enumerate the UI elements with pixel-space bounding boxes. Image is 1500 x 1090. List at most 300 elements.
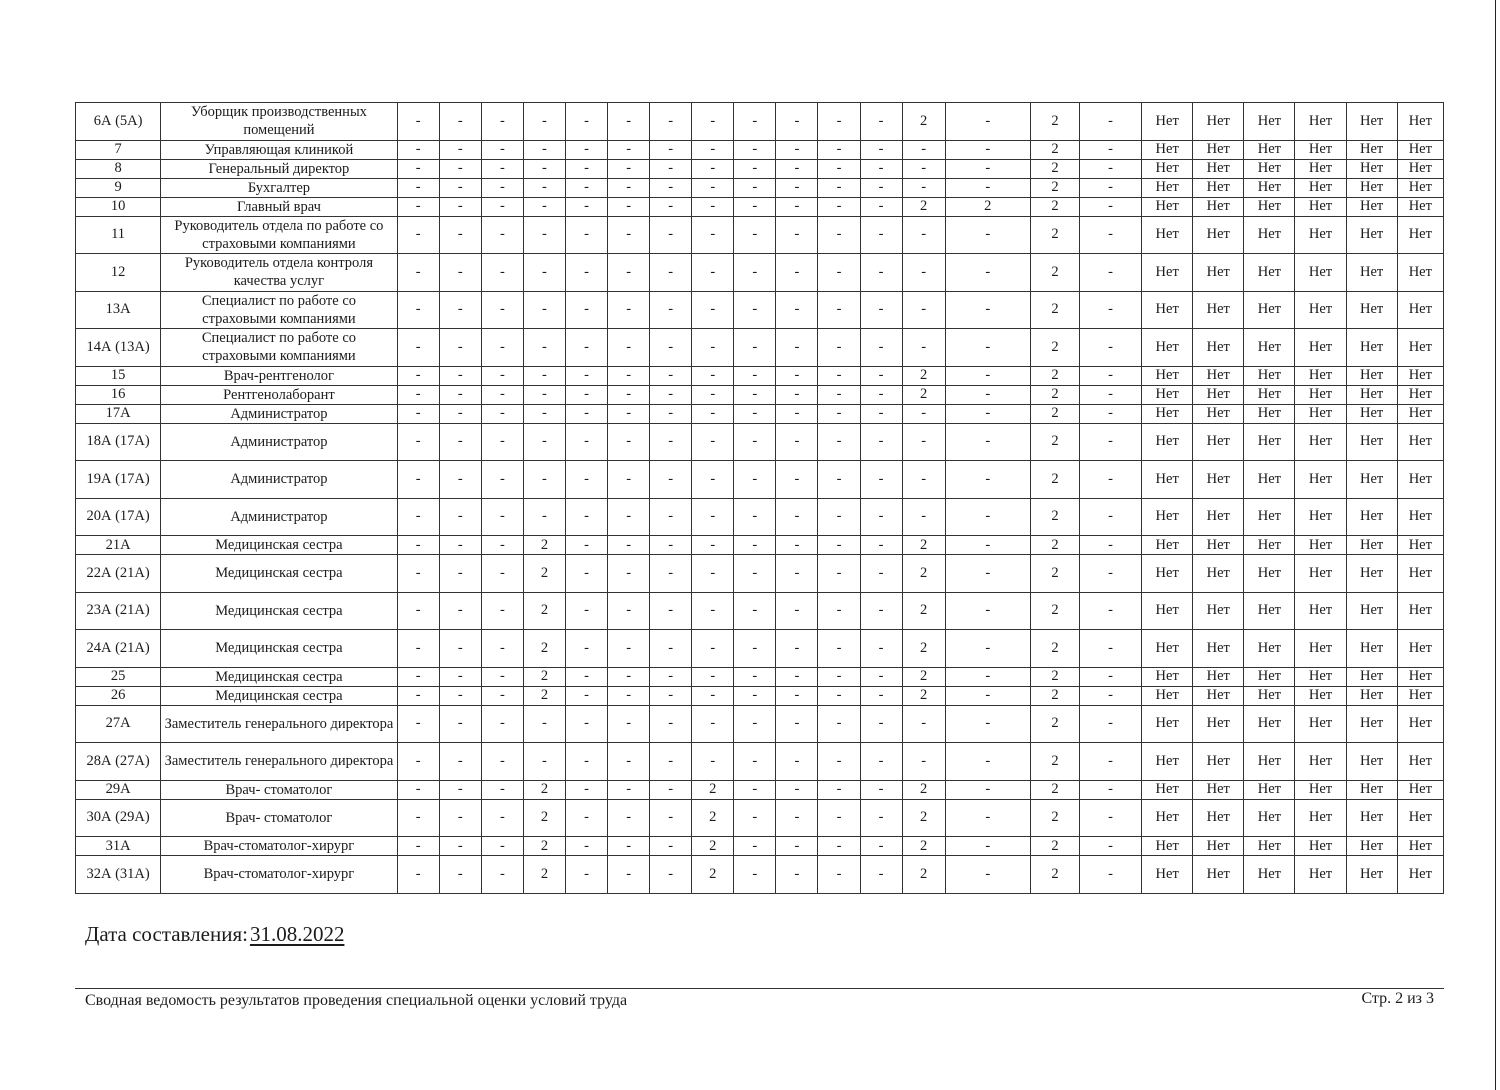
measure-cell: Нет xyxy=(1244,385,1295,404)
measure-cell: Нет xyxy=(1397,667,1443,686)
measure-cell: Нет xyxy=(1193,856,1244,894)
measure-cell: Нет xyxy=(1346,404,1397,423)
measure-cell: Нет xyxy=(1193,780,1244,799)
class-cell: - xyxy=(481,799,523,837)
measure-cell: Нет xyxy=(1295,667,1346,686)
measure-cell: Нет xyxy=(1142,799,1193,837)
position-name-cell: Заместитель генерального директора xyxy=(161,743,398,781)
class-cell: - xyxy=(566,159,608,178)
class-cell: - xyxy=(902,404,945,423)
workplace-number-cell: 16 xyxy=(76,385,161,404)
class-cell: 2 xyxy=(902,592,945,630)
class-cell: - xyxy=(734,385,776,404)
class-cell: - xyxy=(397,461,439,499)
class-cell: - xyxy=(608,667,650,686)
class-cell: - xyxy=(608,536,650,555)
class-cell: - xyxy=(734,461,776,499)
class-cell: - xyxy=(481,856,523,894)
position-name-cell: Медицинская сестра xyxy=(161,536,398,555)
class-cell: - xyxy=(818,743,860,781)
class-cell: - xyxy=(1079,385,1141,404)
class-cell: - xyxy=(481,536,523,555)
class-cell: - xyxy=(1079,780,1141,799)
workplace-number-cell: 25 xyxy=(76,667,161,686)
class-cell: 2 xyxy=(1030,291,1079,329)
position-name-cell: Администратор xyxy=(161,498,398,536)
class-cell: - xyxy=(860,498,902,536)
class-cell: - xyxy=(692,329,734,367)
class-cell: - xyxy=(439,780,481,799)
class-cell: 2 xyxy=(523,630,565,668)
class-cell: - xyxy=(1079,140,1141,159)
class-cell: 2 xyxy=(1030,423,1079,461)
measure-cell: Нет xyxy=(1193,667,1244,686)
measure-cell: Нет xyxy=(1346,461,1397,499)
table-row xyxy=(76,159,1444,178)
class-cell: 2 xyxy=(1030,498,1079,536)
class-cell: - xyxy=(818,404,860,423)
class-cell: - xyxy=(650,366,692,385)
measure-cell: Нет xyxy=(1295,856,1346,894)
class-cell: - xyxy=(566,140,608,159)
class-cell: - xyxy=(650,291,692,329)
class-cell: 2 xyxy=(902,856,945,894)
measure-cell: Нет xyxy=(1142,498,1193,536)
class-cell: - xyxy=(481,140,523,159)
measure-cell: Нет xyxy=(1346,780,1397,799)
page-number: Стр. 2 из 3 xyxy=(1361,990,1434,1007)
class-cell: - xyxy=(397,140,439,159)
workplace-number-cell: 32А (31А) xyxy=(76,856,161,894)
table-row xyxy=(76,254,1444,292)
class-cell: 2 xyxy=(523,592,565,630)
class-cell: 2 xyxy=(1030,856,1079,894)
measure-cell: Нет xyxy=(1397,103,1443,141)
class-cell: - xyxy=(566,799,608,837)
measure-cell: Нет xyxy=(1397,254,1443,292)
class-cell: - xyxy=(397,780,439,799)
class-cell: 2 xyxy=(1030,178,1079,197)
class-cell: - xyxy=(734,667,776,686)
class-cell: - xyxy=(523,404,565,423)
class-cell: 2 xyxy=(1030,140,1079,159)
class-cell: - xyxy=(1079,743,1141,781)
measure-cell: Нет xyxy=(1295,592,1346,630)
class-cell: - xyxy=(818,385,860,404)
class-cell: - xyxy=(608,140,650,159)
position-name-cell: Врач-стоматолог-хирург xyxy=(161,856,398,894)
class-cell: - xyxy=(818,780,860,799)
measure-cell: Нет xyxy=(1193,216,1244,254)
class-cell: - xyxy=(481,216,523,254)
class-cell: - xyxy=(776,329,818,367)
measure-cell: Нет xyxy=(1193,291,1244,329)
measure-cell: Нет xyxy=(1295,686,1346,705)
measure-cell: Нет xyxy=(1142,705,1193,743)
measure-cell: Нет xyxy=(1397,837,1443,856)
measure-cell: Нет xyxy=(1142,385,1193,404)
position-name-cell: Врач- стоматолог xyxy=(161,799,398,837)
table-row xyxy=(76,329,1444,367)
table-row xyxy=(76,743,1444,781)
class-cell: - xyxy=(1079,592,1141,630)
workplace-number-cell: 31А xyxy=(76,837,161,856)
class-cell: - xyxy=(692,536,734,555)
date-value: 31.08.2022 xyxy=(249,922,345,946)
class-cell: - xyxy=(860,329,902,367)
class-cell: - xyxy=(439,159,481,178)
class-cell: - xyxy=(818,498,860,536)
class-cell: 2 xyxy=(945,197,1030,216)
class-cell: - xyxy=(734,366,776,385)
workplace-number-cell: 11 xyxy=(76,216,161,254)
table-row xyxy=(76,103,1444,141)
class-cell: - xyxy=(818,705,860,743)
class-cell: - xyxy=(523,216,565,254)
measure-cell: Нет xyxy=(1346,159,1397,178)
class-cell: - xyxy=(818,366,860,385)
class-cell: 2 xyxy=(1030,461,1079,499)
class-cell: - xyxy=(523,197,565,216)
class-cell: - xyxy=(481,686,523,705)
class-cell: - xyxy=(776,103,818,141)
class-cell: - xyxy=(734,799,776,837)
class-cell: - xyxy=(397,498,439,536)
position-name-cell: Уборщик производственных помещений xyxy=(161,103,398,141)
measure-cell: Нет xyxy=(1142,254,1193,292)
class-cell: - xyxy=(608,461,650,499)
class-cell: - xyxy=(945,555,1030,593)
class-cell: 2 xyxy=(902,366,945,385)
class-cell: - xyxy=(439,178,481,197)
class-cell: - xyxy=(439,423,481,461)
class-cell: - xyxy=(481,837,523,856)
class-cell: - xyxy=(523,423,565,461)
class-cell: - xyxy=(860,667,902,686)
position-name-cell: Бухгалтер xyxy=(161,178,398,197)
class-cell: 2 xyxy=(523,667,565,686)
table-row xyxy=(76,686,1444,705)
class-cell: - xyxy=(860,423,902,461)
class-cell: - xyxy=(902,159,945,178)
class-cell: 2 xyxy=(1030,366,1079,385)
class-cell: - xyxy=(860,743,902,781)
class-cell: - xyxy=(734,856,776,894)
class-cell: - xyxy=(608,366,650,385)
class-cell: - xyxy=(650,592,692,630)
class-cell: - xyxy=(818,630,860,668)
class-cell: - xyxy=(650,536,692,555)
class-cell: - xyxy=(439,498,481,536)
measure-cell: Нет xyxy=(1295,159,1346,178)
position-name-cell: Руководитель отдела контроля качества услуг xyxy=(161,254,398,292)
measure-cell: Нет xyxy=(1244,103,1295,141)
class-cell: - xyxy=(650,686,692,705)
class-cell: - xyxy=(945,366,1030,385)
table-row xyxy=(76,780,1444,799)
measure-cell: Нет xyxy=(1193,705,1244,743)
measure-cell: Нет xyxy=(1142,555,1193,593)
measure-cell: Нет xyxy=(1193,837,1244,856)
class-cell: - xyxy=(734,686,776,705)
class-cell: - xyxy=(523,140,565,159)
class-cell: - xyxy=(566,404,608,423)
workplace-number-cell: 6А (5А) xyxy=(76,103,161,141)
class-cell: - xyxy=(692,667,734,686)
class-cell: - xyxy=(945,216,1030,254)
measure-cell: Нет xyxy=(1244,592,1295,630)
class-cell: - xyxy=(1079,705,1141,743)
class-cell: - xyxy=(523,159,565,178)
measure-cell: Нет xyxy=(1193,536,1244,555)
class-cell: - xyxy=(439,461,481,499)
class-cell: - xyxy=(397,385,439,404)
class-cell: - xyxy=(481,555,523,593)
class-cell: - xyxy=(481,197,523,216)
class-cell: - xyxy=(397,423,439,461)
class-cell: - xyxy=(1079,461,1141,499)
class-cell: - xyxy=(860,630,902,668)
class-cell: - xyxy=(818,423,860,461)
class-cell: - xyxy=(523,498,565,536)
measure-cell: Нет xyxy=(1244,140,1295,159)
class-cell: - xyxy=(860,780,902,799)
measure-cell: Нет xyxy=(1244,216,1295,254)
class-cell: - xyxy=(776,461,818,499)
position-name-cell: Администратор xyxy=(161,404,398,423)
position-name-cell: Медицинская сестра xyxy=(161,555,398,593)
class-cell: - xyxy=(566,705,608,743)
class-cell: - xyxy=(692,423,734,461)
measure-cell: Нет xyxy=(1346,856,1397,894)
class-cell: - xyxy=(1079,536,1141,555)
class-cell: - xyxy=(945,780,1030,799)
class-cell: - xyxy=(397,686,439,705)
measure-cell: Нет xyxy=(1295,178,1346,197)
class-cell: - xyxy=(650,705,692,743)
class-cell: - xyxy=(650,254,692,292)
class-cell: - xyxy=(945,592,1030,630)
measure-cell: Нет xyxy=(1142,780,1193,799)
class-cell: - xyxy=(734,555,776,593)
class-cell: - xyxy=(608,197,650,216)
measure-cell: Нет xyxy=(1295,743,1346,781)
class-cell: - xyxy=(818,837,860,856)
class-cell: - xyxy=(566,630,608,668)
class-cell: - xyxy=(818,667,860,686)
class-cell: - xyxy=(818,799,860,837)
class-cell: - xyxy=(566,686,608,705)
class-cell: - xyxy=(397,630,439,668)
class-cell: - xyxy=(608,686,650,705)
class-cell: - xyxy=(776,705,818,743)
measure-cell: Нет xyxy=(1346,630,1397,668)
class-cell: - xyxy=(692,461,734,499)
workplace-number-cell: 20А (17А) xyxy=(76,498,161,536)
measure-cell: Нет xyxy=(1346,197,1397,216)
table-row xyxy=(76,178,1444,197)
class-cell: - xyxy=(776,686,818,705)
measure-cell: Нет xyxy=(1397,498,1443,536)
measure-cell: Нет xyxy=(1193,159,1244,178)
footer-divider xyxy=(75,988,1444,989)
class-cell: - xyxy=(945,385,1030,404)
position-name-cell: Генеральный директор xyxy=(161,159,398,178)
class-cell: - xyxy=(1079,197,1141,216)
measure-cell: Нет xyxy=(1397,780,1443,799)
measure-cell: Нет xyxy=(1397,686,1443,705)
class-cell: - xyxy=(860,159,902,178)
class-cell: - xyxy=(397,329,439,367)
position-name-cell: Врач-стоматолог-хирург xyxy=(161,837,398,856)
measure-cell: Нет xyxy=(1244,159,1295,178)
class-cell: - xyxy=(818,536,860,555)
class-cell: - xyxy=(523,291,565,329)
class-cell: 2 xyxy=(1030,667,1079,686)
class-cell: - xyxy=(692,555,734,593)
position-name-cell: Медицинская сестра xyxy=(161,592,398,630)
class-cell: - xyxy=(902,178,945,197)
class-cell: - xyxy=(650,197,692,216)
measure-cell: Нет xyxy=(1244,780,1295,799)
class-cell: - xyxy=(945,178,1030,197)
measure-cell: Нет xyxy=(1142,592,1193,630)
class-cell: - xyxy=(439,856,481,894)
class-cell: - xyxy=(439,329,481,367)
class-cell: - xyxy=(523,366,565,385)
class-cell: - xyxy=(902,254,945,292)
class-cell: - xyxy=(734,216,776,254)
class-cell: - xyxy=(481,461,523,499)
measure-cell: Нет xyxy=(1142,404,1193,423)
measure-cell: Нет xyxy=(1244,555,1295,593)
class-cell: - xyxy=(818,197,860,216)
measure-cell: Нет xyxy=(1142,366,1193,385)
class-cell: - xyxy=(481,291,523,329)
class-cell: - xyxy=(397,366,439,385)
class-cell: - xyxy=(481,667,523,686)
measure-cell: Нет xyxy=(1244,856,1295,894)
class-cell: - xyxy=(860,140,902,159)
measure-cell: Нет xyxy=(1193,555,1244,593)
class-cell: - xyxy=(439,291,481,329)
class-cell: - xyxy=(945,103,1030,141)
class-cell: - xyxy=(397,178,439,197)
class-cell: 2 xyxy=(1030,686,1079,705)
class-cell: - xyxy=(608,159,650,178)
class-cell: - xyxy=(397,197,439,216)
class-cell: - xyxy=(818,329,860,367)
class-cell: - xyxy=(1079,291,1141,329)
position-name-cell: Управляющая клиникой xyxy=(161,140,398,159)
measure-cell: Нет xyxy=(1346,103,1397,141)
class-cell: 2 xyxy=(902,837,945,856)
workplace-number-cell: 9 xyxy=(76,178,161,197)
class-cell: - xyxy=(650,799,692,837)
class-cell: - xyxy=(945,498,1030,536)
class-cell: - xyxy=(608,178,650,197)
table-row xyxy=(76,216,1444,254)
measure-cell: Нет xyxy=(1193,404,1244,423)
measure-cell: Нет xyxy=(1397,329,1443,367)
class-cell: - xyxy=(650,140,692,159)
class-cell: - xyxy=(566,461,608,499)
workplace-number-cell: 18А (17А) xyxy=(76,423,161,461)
class-cell: - xyxy=(608,423,650,461)
class-cell: - xyxy=(608,216,650,254)
measure-cell: Нет xyxy=(1346,837,1397,856)
class-cell: - xyxy=(650,103,692,141)
class-cell: - xyxy=(1079,103,1141,141)
measure-cell: Нет xyxy=(1244,799,1295,837)
class-cell: - xyxy=(566,197,608,216)
measure-cell: Нет xyxy=(1397,404,1443,423)
class-cell: - xyxy=(481,743,523,781)
class-cell: - xyxy=(1079,366,1141,385)
measure-cell: Нет xyxy=(1244,461,1295,499)
class-cell: - xyxy=(439,799,481,837)
measure-cell: Нет xyxy=(1193,630,1244,668)
workplace-number-cell: 12 xyxy=(76,254,161,292)
measure-cell: Нет xyxy=(1142,159,1193,178)
class-cell: - xyxy=(397,705,439,743)
class-cell: - xyxy=(481,159,523,178)
class-cell: - xyxy=(734,254,776,292)
measure-cell: Нет xyxy=(1295,291,1346,329)
class-cell: - xyxy=(481,178,523,197)
class-cell: - xyxy=(1079,498,1141,536)
class-cell: - xyxy=(566,837,608,856)
measure-cell: Нет xyxy=(1244,329,1295,367)
measure-cell: Нет xyxy=(1346,667,1397,686)
class-cell: 2 xyxy=(1030,799,1079,837)
measure-cell: Нет xyxy=(1397,197,1443,216)
class-cell: 2 xyxy=(692,856,734,894)
measure-cell: Нет xyxy=(1142,216,1193,254)
class-cell: - xyxy=(776,536,818,555)
measure-cell: Нет xyxy=(1346,705,1397,743)
class-cell: 2 xyxy=(1030,630,1079,668)
class-cell: - xyxy=(397,404,439,423)
table-row xyxy=(76,291,1444,329)
class-cell: - xyxy=(650,178,692,197)
class-cell: - xyxy=(860,461,902,499)
class-cell: 2 xyxy=(902,103,945,141)
workplace-number-cell: 28А (27А) xyxy=(76,743,161,781)
position-name-cell: Врач- стоматолог xyxy=(161,780,398,799)
class-cell: 2 xyxy=(692,780,734,799)
class-cell: - xyxy=(439,536,481,555)
class-cell: - xyxy=(650,555,692,593)
position-name-cell: Администратор xyxy=(161,423,398,461)
class-cell: - xyxy=(650,423,692,461)
class-cell: - xyxy=(734,103,776,141)
class-cell: - xyxy=(1079,555,1141,593)
workplace-number-cell: 8 xyxy=(76,159,161,178)
class-cell: 2 xyxy=(1030,103,1079,141)
measure-cell: Нет xyxy=(1193,385,1244,404)
table-row xyxy=(76,140,1444,159)
class-cell: - xyxy=(776,780,818,799)
class-cell: - xyxy=(734,498,776,536)
measure-cell: Нет xyxy=(1346,366,1397,385)
table-row xyxy=(76,498,1444,536)
class-cell: - xyxy=(776,159,818,178)
table-row xyxy=(76,461,1444,499)
class-cell: - xyxy=(397,856,439,894)
measure-cell: Нет xyxy=(1397,423,1443,461)
class-cell: - xyxy=(566,385,608,404)
